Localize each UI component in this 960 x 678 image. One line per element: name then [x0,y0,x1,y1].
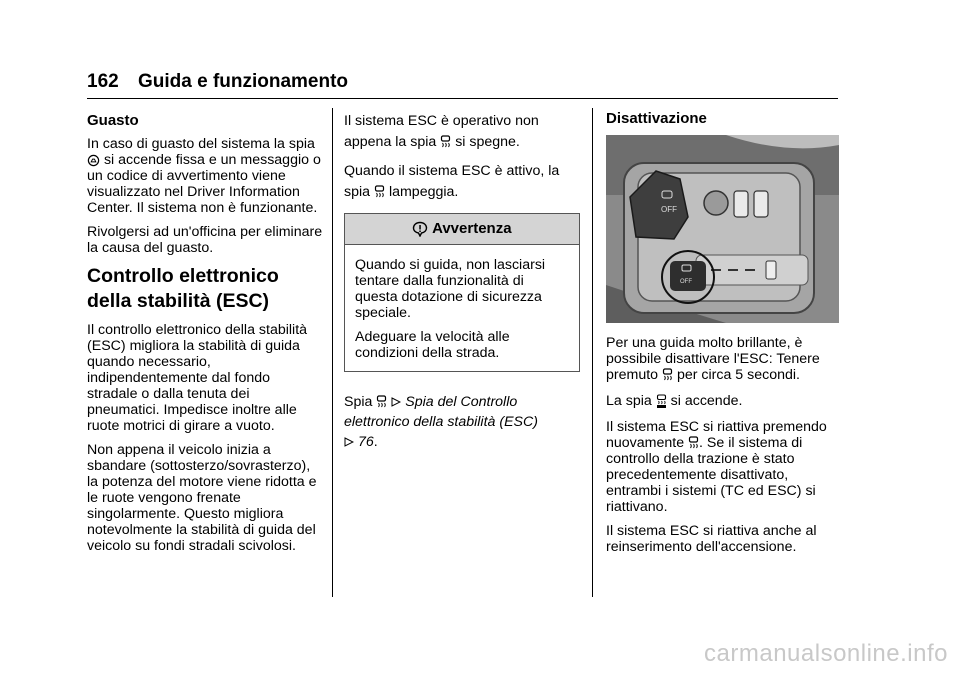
heading-disattivazione: Disattivazione [606,110,707,127]
header-rule [87,98,838,99]
paragraph-disattivare: Per una guida molto brillante, è possibile disattivare l'ESC: Tenere premuto per circa 5 secondi. [606,335,820,383]
esc-car-skid-icon [440,135,451,149]
column-divider-1 [332,108,333,597]
warning-box [344,213,580,372]
column-3 [606,111,840,563]
reference-arrow-icon [391,397,401,407]
reference-arrow-icon [344,437,354,447]
warning-title: Avvertenza [432,220,512,237]
reference-page-number[interactable]: 76 [357,434,374,451]
paragraph-reference: Spia Spia del Controllo elettronico della stabilità (ESC) 76. [344,394,538,451]
paragraph-esc-intro: Il controllo elettronico della stabilità (ESC) migliora la stabilità di guida quando necessario, indipendentemente dal fondo stradale o dalla tenuta dei pneumatici. Impedisce inoltre alle ruote motrici di girare a vuoto. [87,322,308,434]
heading-esc: Controllo elettronico della stabilità (ESC) [87,265,279,312]
warning-body [345,245,579,371]
photo-small-off-label: OFF [680,279,692,285]
warning-header [345,214,579,245]
warning-text-2: Adeguare la velocità alle condizioni della strada. [355,329,510,362]
paragraph-riattiva: Il sistema ESC si riattiva premendo nuovamente . Se il sistema di controllo della trazione è stato precedentemente disattivato, entrambi i sistemi (TC ed ESC) si riattivano. [606,419,827,515]
warning-text-1: Quando si guida, non lasciarsi tentare dalla funzionalità di questa dotazione di sicurezza speciale. [355,257,546,322]
esc-car-skid-icon [374,185,385,199]
column-divider-2 [592,108,593,597]
paragraph-esc-sbandare: Non appena il veicolo inizia a sbandare (sottosterzo/sovrasterzo), la potenza del motore viene ridotta e le ruote vengono frenate singolarmente. Questo migliora notevolmente la stabilità di guida del veicolo su fondi stradali scivolosi. [87,442,317,554]
esc-off-icon [656,394,667,409]
page-number: 162 [87,71,119,92]
section-title: Guida e funzionamento [137,71,349,92]
esc-car-skid-icon [688,436,699,450]
reference-link-text[interactable]: Spia del Controllo elettronico della stabilità (ESC) [344,394,538,431]
warning-speech-icon [412,221,428,237]
esc-car-skid-icon [376,395,387,409]
service-vehicle-icon [87,154,100,167]
esc-car-skid-icon [662,368,673,382]
esc-button-photo [606,135,839,323]
photo-off-label: OFF [661,205,677,214]
paragraph-officina: Rivolgersi ad un'officina per eliminare la causa del guasto. [87,224,323,256]
paragraph-esc-attivo: Quando il sistema ESC è attivo, la spia lampeggia. [344,163,560,200]
column-2 [344,111,580,460]
paragraph-reinserimento: Il sistema ESC si riattiva anche al reinserimento dell'accensione. [606,523,817,555]
paragraph-guasto: In caso di guasto del sistema la spia si accende fissa e un messaggio o un codice di avvertimento viene visualizzato nel Driver Information Center. Il sistema non è funzionante. [87,136,321,216]
heading-guasto: Guasto [87,112,139,129]
column-1 [87,113,323,562]
paragraph-esc-operativo: Il sistema ESC è operativo non appena la spia si spegne. [344,113,539,150]
paragraph-spia-accende: La spia si accende. [606,393,743,409]
watermark: carmanualsonline.info [704,640,948,667]
page-header [87,71,348,93]
